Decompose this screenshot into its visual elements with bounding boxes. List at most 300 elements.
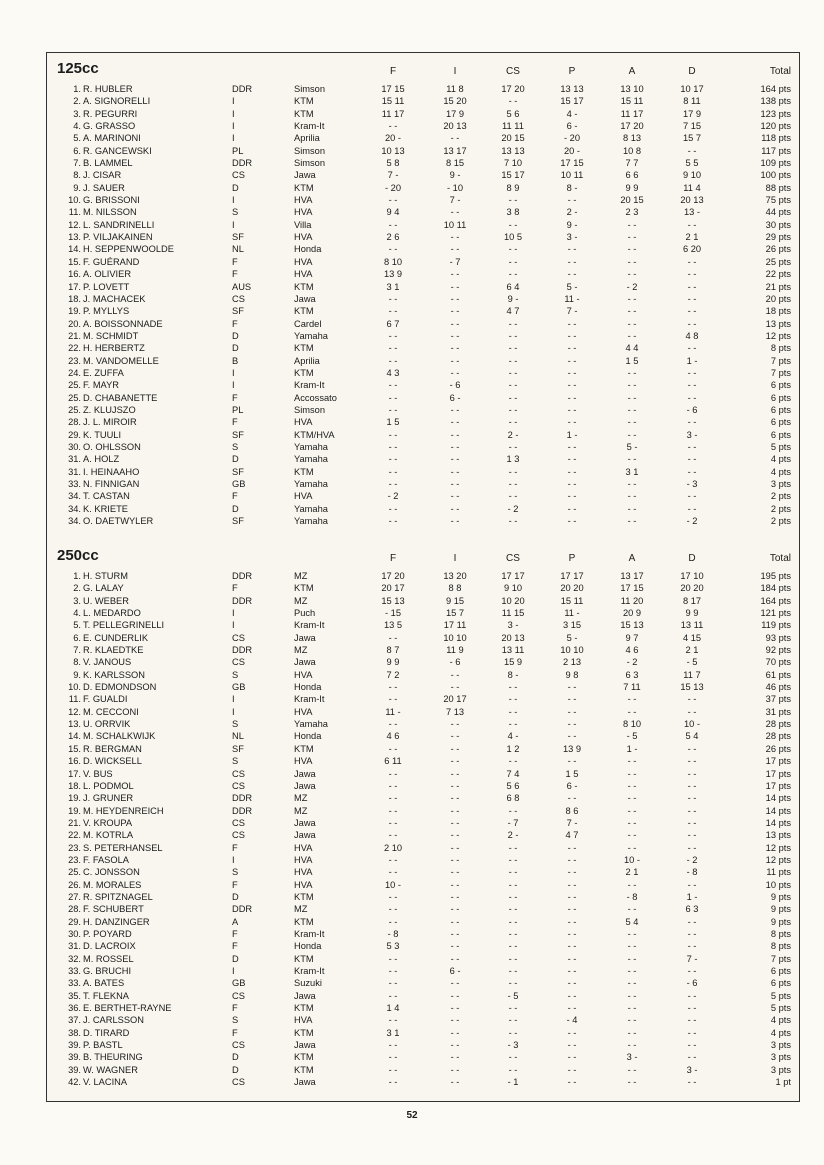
score-p: 17 15 <box>560 158 584 169</box>
table-row <box>47 243 799 255</box>
score-f: - - <box>388 916 398 927</box>
machine: Honda <box>294 731 322 742</box>
machine: KTM <box>294 1052 314 1063</box>
score-i: - - <box>450 355 460 366</box>
total-points: 17 pts <box>765 780 791 791</box>
machine: HVA <box>294 854 313 865</box>
total-points: 9 pts <box>770 916 791 927</box>
country: SF <box>232 232 244 243</box>
score-f: - - <box>388 404 398 415</box>
total-points: 8 pts <box>770 343 791 354</box>
machine: KTM <box>294 583 314 594</box>
score-p: - - <box>567 244 577 255</box>
rank: 12. <box>68 706 81 717</box>
score-d: - - <box>687 466 697 477</box>
score-f: 3 1 <box>386 1027 400 1038</box>
score-f: 9 9 <box>386 657 400 668</box>
table-row <box>47 194 799 206</box>
country: F <box>232 941 238 952</box>
rider-name: R. HUBLER <box>83 84 133 94</box>
total-points: 109 pts <box>760 158 791 169</box>
score-d: - 2 <box>686 854 698 865</box>
score-p: - 4 <box>566 1015 578 1026</box>
score-a: 11 20 <box>620 595 644 606</box>
score-cs: - 5 <box>507 990 519 1001</box>
score-i: - - <box>450 1064 460 1075</box>
machine: KTM <box>294 1027 314 1038</box>
rank: 39. <box>68 1040 81 1051</box>
rider-name: T. PELLEGRINELLI <box>83 620 165 631</box>
total-points: 2 pts <box>770 491 791 502</box>
score-f: - - <box>388 780 398 791</box>
score-d: - - <box>687 830 697 841</box>
score-cs: - - <box>508 318 518 329</box>
country: F <box>232 491 238 502</box>
score-p: - - <box>567 1052 577 1063</box>
score-a: 20 15 <box>620 195 644 206</box>
rider-name: E. CUNDERLIK <box>83 632 149 643</box>
country: F <box>232 928 238 939</box>
rider-name: A. MARINONI <box>83 133 141 144</box>
rider-name: B. THEURING <box>83 1052 143 1063</box>
rider-name: H. STURM <box>83 571 128 581</box>
score-cs: 7 10 <box>503 158 523 169</box>
column-header-cs: CS <box>506 553 520 564</box>
score-i: - - <box>450 719 460 730</box>
score-i: - - <box>450 454 460 465</box>
score-f: - - <box>388 817 398 828</box>
score-cs: - - <box>508 479 518 489</box>
total-points: 10 pts <box>765 879 791 890</box>
total-points: 14 pts <box>765 793 791 804</box>
score-cs: 17 17 <box>501 571 525 581</box>
score-a: 4 4 <box>625 343 639 354</box>
total-points: 75 pts <box>765 195 791 206</box>
score-d: - 2 <box>686 516 698 527</box>
score-i: - - <box>450 953 460 964</box>
machine: Suzuki <box>294 978 322 989</box>
score-i: - - <box>450 318 460 329</box>
score-f: - 20 <box>384 182 402 193</box>
score-i: - - <box>450 466 460 477</box>
machine: HVA <box>294 491 313 502</box>
table-row <box>47 780 799 792</box>
rider-name: D. EDMONDSON <box>83 682 157 693</box>
total-points: 28 pts <box>765 731 791 742</box>
table-row <box>47 108 799 120</box>
score-p: 5 - <box>566 632 578 643</box>
score-p: - - <box>567 503 577 514</box>
score-cs: 8 - <box>507 669 519 680</box>
country: S <box>232 207 239 218</box>
score-p: - - <box>567 682 577 693</box>
table-row <box>47 842 799 854</box>
rider-name: V. LACINA <box>83 1077 128 1088</box>
machine: Yamaha <box>294 516 328 527</box>
rider-name: D. TIRARD <box>83 1027 130 1038</box>
score-f: 5 8 <box>386 158 400 169</box>
rank: 17. <box>68 768 81 779</box>
total-points: 6 pts <box>770 966 791 976</box>
score-d: 2 1 <box>685 645 699 656</box>
table-row <box>47 466 799 478</box>
column-header-total: Total <box>769 553 791 564</box>
score-f: - - <box>388 516 398 527</box>
class-title: 250cc <box>57 547 99 564</box>
score-d: - - <box>687 743 697 754</box>
score-a: - - <box>627 830 637 841</box>
score-f: 6 11 <box>384 756 402 767</box>
country: CS <box>232 170 245 181</box>
score-cs: 5 6 <box>506 108 520 119</box>
country: CS <box>232 632 245 643</box>
rider-name: J. GRUNER <box>83 793 134 804</box>
table-row <box>47 182 799 194</box>
score-f: 20 17 <box>381 583 405 594</box>
country: F <box>232 1027 238 1038</box>
score-a: 4 6 <box>625 645 639 656</box>
rider-name: V. KROUPA <box>83 817 133 828</box>
rider-name: K. TUULI <box>83 429 122 440</box>
score-f: 20 - <box>384 133 402 144</box>
table-row <box>47 582 799 594</box>
rider-name: Z. KLUJSZO <box>83 404 136 415</box>
rider-name: P. VILJAKAINEN <box>83 232 153 243</box>
score-cs: - - <box>508 1027 518 1038</box>
score-f: - - <box>388 121 398 132</box>
total-points: 26 pts <box>765 743 791 754</box>
machine: Jawa <box>294 780 316 791</box>
country: CS <box>232 830 245 841</box>
country: DDR <box>232 571 253 581</box>
score-p: - - <box>567 404 577 415</box>
score-f: - - <box>388 682 398 693</box>
rank: 12. <box>68 219 81 230</box>
country: I <box>232 706 235 717</box>
rider-name: T. CASTAN <box>83 491 130 502</box>
table-row <box>47 330 799 342</box>
score-d: - - <box>687 793 697 804</box>
score-p: - - <box>567 941 577 952</box>
score-d: - - <box>687 306 697 317</box>
score-a: - - <box>627 232 637 243</box>
score-f: 9 4 <box>386 207 400 218</box>
score-f: - - <box>388 380 398 391</box>
score-f: - - <box>388 953 398 964</box>
score-cs: 6 4 <box>506 281 520 292</box>
rank: 21. <box>68 817 81 828</box>
machine: HVA <box>294 867 313 878</box>
score-cs: - - <box>508 244 518 255</box>
score-cs: - - <box>508 706 518 717</box>
score-i: 7 - <box>449 195 461 206</box>
score-cs: - - <box>508 694 518 705</box>
score-f: - - <box>388 632 398 643</box>
total-points: 20 pts <box>765 293 791 304</box>
score-cs: 15 9 <box>503 657 523 668</box>
rank: 30. <box>68 441 81 452</box>
country: D <box>232 503 239 514</box>
score-p: - - <box>567 256 577 267</box>
score-a: 20 9 <box>622 608 642 619</box>
machine: Villa <box>294 219 312 230</box>
score-f: 10 13 <box>381 145 405 156</box>
score-d: - 6 <box>686 978 698 989</box>
rider-name: L. PODMOL <box>83 780 134 791</box>
rank: 31. <box>68 466 81 477</box>
score-a: 3 - <box>626 1052 638 1063</box>
score-f: 13 9 <box>383 269 403 280</box>
rank: 5. <box>73 133 81 144</box>
score-a: - - <box>627 694 637 705</box>
rank: 31. <box>68 941 81 952</box>
table-row <box>47 132 799 144</box>
score-p: - - <box>567 879 577 890</box>
score-cs: - - <box>508 96 518 107</box>
total-points: 12 pts <box>765 330 791 341</box>
score-f: - - <box>388 1077 398 1088</box>
score-p: - - <box>567 719 577 730</box>
score-d: - - <box>687 805 697 816</box>
score-cs: 7 4 <box>506 768 520 779</box>
score-cs: 8 9 <box>506 182 520 193</box>
score-f: - - <box>388 244 398 255</box>
table-row <box>47 829 799 841</box>
score-f: - - <box>388 1040 398 1051</box>
score-i: - - <box>450 867 460 878</box>
rider-name: G. LALAY <box>83 583 124 594</box>
score-d: - - <box>687 842 697 853</box>
score-a: - - <box>627 380 637 391</box>
score-i: - - <box>450 404 460 415</box>
table-row <box>47 755 799 767</box>
machine: HVA <box>294 269 313 280</box>
score-i: - 7 <box>449 256 461 267</box>
score-cs: 3 8 <box>506 207 520 218</box>
column-header-a: A <box>628 66 636 77</box>
score-cs: - - <box>508 842 518 853</box>
machine: KTM <box>294 953 314 964</box>
table-row <box>47 231 799 243</box>
machine: KTM <box>294 367 314 378</box>
score-i: - - <box>450 232 460 243</box>
rank: 33. <box>68 978 81 989</box>
score-f: 15 11 <box>381 96 405 107</box>
table-row <box>47 805 799 817</box>
rider-name: V. BUS <box>83 768 113 779</box>
country: S <box>232 441 239 452</box>
total-points: 164 pts <box>760 595 791 606</box>
country: SF <box>232 306 244 317</box>
table-row <box>47 1076 799 1088</box>
score-p: 9 - <box>566 219 578 230</box>
score-d: - - <box>687 281 697 292</box>
machine: Cardel <box>294 318 322 329</box>
total-points: 18 pts <box>765 306 791 317</box>
score-d: - - <box>687 256 697 267</box>
score-d: - - <box>687 343 697 354</box>
score-a: - - <box>627 318 637 329</box>
table-row <box>47 940 799 952</box>
total-points: 88 pts <box>765 182 791 193</box>
rider-name: M. SCHMIDT <box>83 330 139 341</box>
country: I <box>232 620 235 631</box>
score-p: 20 20 <box>560 583 584 594</box>
rank: 35. <box>68 990 81 1001</box>
class-title: 125cc <box>57 60 99 77</box>
table-row <box>47 1051 799 1063</box>
table-row <box>47 743 799 755</box>
rank: 7. <box>73 645 81 656</box>
score-i: - - <box>450 306 460 317</box>
rider-name: F. GUÉRAND <box>83 256 140 267</box>
score-d: 8 17 <box>682 595 702 606</box>
table-row <box>47 503 799 515</box>
score-i: 9 - <box>449 170 461 181</box>
table-row <box>47 706 799 718</box>
machine: HVA <box>294 417 313 428</box>
score-p: 8 6 <box>565 805 579 816</box>
score-d: 7 15 <box>682 121 702 132</box>
score-cs: 17 20 <box>501 84 525 94</box>
score-f: 1 5 <box>386 417 400 428</box>
total-points: 12 pts <box>765 854 791 865</box>
score-cs: 2 - <box>507 830 519 841</box>
rider-name: P. BASTL <box>83 1040 123 1051</box>
score-cs: - - <box>508 219 518 230</box>
score-a: - 8 <box>626 891 638 902</box>
score-f: 8 10 <box>383 256 403 267</box>
score-a: 9 9 <box>625 182 639 193</box>
rank: 14. <box>68 731 81 742</box>
rank: 13. <box>68 232 81 243</box>
score-d: 3 - <box>686 429 698 440</box>
column-header-p: P <box>568 66 576 77</box>
total-points: 13 pts <box>765 318 791 329</box>
total-points: 2 pts <box>770 516 791 527</box>
country: PL <box>232 404 244 415</box>
score-cs: 11 11 <box>502 121 524 132</box>
rider-name: A. HOLZ <box>83 454 120 465</box>
rank: 19. <box>68 306 81 317</box>
score-p: 3 15 <box>562 620 582 631</box>
score-p: 10 11 <box>560 170 584 181</box>
score-p: - - <box>567 195 577 206</box>
score-f: - - <box>388 1052 398 1063</box>
table-row <box>47 206 799 218</box>
score-i: 8 8 <box>448 583 462 594</box>
country: NL <box>232 244 244 255</box>
rank: 25. <box>68 867 81 878</box>
score-d: - - <box>687 694 697 705</box>
country: D <box>232 343 239 354</box>
score-a: - - <box>627 454 637 465</box>
score-p: - - <box>567 756 577 767</box>
rider-name: I. HEINAAHO <box>83 466 140 477</box>
score-i: 9 15 <box>445 595 465 606</box>
score-a: - - <box>627 966 637 976</box>
machine: HVA <box>294 256 313 267</box>
machine: Kram-It <box>294 121 325 132</box>
score-cs: - - <box>508 392 518 403</box>
score-a: 8 10 <box>622 719 642 730</box>
score-a: - - <box>627 953 637 964</box>
score-p: - - <box>567 793 577 804</box>
table-row <box>47 404 799 416</box>
score-a: - - <box>627 941 637 952</box>
score-d: - 6 <box>686 404 698 415</box>
score-i: - - <box>450 343 460 354</box>
machine: Simson <box>294 145 326 156</box>
score-i: 8 15 <box>445 158 465 169</box>
score-i: - - <box>450 904 460 915</box>
score-cs: 4 7 <box>506 306 520 317</box>
machine: Yamaha <box>294 441 328 452</box>
total-points: 119 pts <box>761 620 791 631</box>
score-i: - - <box>450 1040 460 1051</box>
rider-name: U. ORRVIK <box>83 719 131 730</box>
score-p: 9 8 <box>565 669 579 680</box>
score-p: 1 5 <box>565 768 579 779</box>
total-points: 6 pts <box>770 978 791 989</box>
score-a: - - <box>627 780 637 791</box>
machine: Jawa <box>294 1040 316 1051</box>
score-a: 7 7 <box>625 158 639 169</box>
score-p: - - <box>567 1003 577 1014</box>
score-a: - - <box>627 1077 637 1088</box>
total-points: 6 pts <box>770 429 791 440</box>
rank: 37. <box>68 1015 81 1026</box>
score-f: - 2 <box>387 491 399 502</box>
rider-name: V. JANOUS <box>83 657 132 668</box>
rank: 23. <box>68 355 81 366</box>
score-p: 7 - <box>566 306 578 317</box>
score-p: - - <box>567 367 577 378</box>
score-cs: - - <box>508 516 518 527</box>
country: CS <box>232 990 245 1001</box>
machine: Jawa <box>294 830 316 841</box>
machine: HVA <box>294 706 313 717</box>
score-f: 1 4 <box>386 1003 400 1014</box>
score-a: - - <box>627 1040 637 1051</box>
rank: 1. <box>73 84 81 94</box>
score-i: - - <box>450 682 460 693</box>
score-i: - - <box>450 281 460 292</box>
score-d: - - <box>687 491 697 502</box>
table-row <box>47 83 799 95</box>
country: I <box>232 367 235 378</box>
score-i: - - <box>450 479 460 489</box>
country: DDR <box>232 805 253 816</box>
rider-name: O. OHLSSON <box>83 441 141 452</box>
table-row <box>47 1039 799 1051</box>
table-row <box>47 854 799 866</box>
score-a: 5 4 <box>625 916 639 927</box>
score-a: - - <box>627 842 637 853</box>
score-cs: - - <box>508 441 518 452</box>
score-a: - - <box>627 706 637 717</box>
score-a: 1 5 <box>625 355 639 366</box>
machine: HVA <box>294 879 313 890</box>
column-header-p: P <box>568 553 576 564</box>
score-i: - - <box>450 854 460 865</box>
rider-name: M. NILSSON <box>83 207 137 218</box>
score-a: - - <box>627 793 637 804</box>
score-cs: 9 - <box>507 293 519 304</box>
machine: Honda <box>294 941 322 952</box>
country: I <box>232 195 235 206</box>
score-cs: - - <box>508 367 518 378</box>
